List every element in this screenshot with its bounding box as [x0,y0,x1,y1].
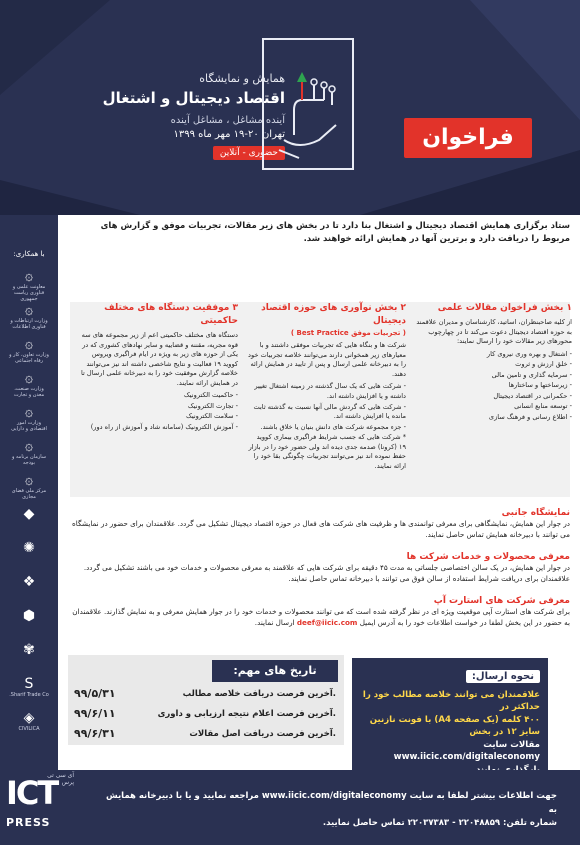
emblem-icon: ۞ [24,472,34,488]
column-title: ۳ موفقیت دستگاه های مختلف حاکمیتی [104,303,238,327]
header [0,0,580,215]
date-label: .آخرین فرصت دریافت خلاصه مطالب [182,689,336,699]
topic-list [414,350,572,423]
section-text: در جوار این همایش، در یک سالن اختصاصی جلساتی به مدت ۴۵ دقیقه برای شرکت هایی که علاقمند به معرفی محصولات و خدمات خود می باشند تشکیل می گردد. علاقمندان برای دریافت شرایط استفاده از سالن فوق می توانند با دبیرخانه تماس حاصل نمایند. [83,563,570,583]
partner-name: سازمان برنامه و بودجه [11,454,47,466]
list-item: - جزء مجموعه شرکت های دانش بنیان یا خلاق باشند. [260,422,406,431]
section-title: معرفی محصولات و خدمات شرکت ها [406,552,570,562]
list-item: - سرمایه گذاری و تامین مالی [491,370,572,379]
section-startups [70,596,570,629]
circuit-hand-icon [264,40,356,172]
column-scientific-papers [414,302,572,424]
partner-logo [8,676,50,698]
column-government-success [80,302,238,434]
partner-logo [8,506,50,522]
section-title: معرفی شرکت های استارت آپ [433,596,570,606]
partner-logo [8,710,50,732]
partner-logo [8,540,50,556]
emblem-icon: ◆ [23,506,35,522]
partner-logo [8,472,50,500]
date-value: ۹۹/۶/۱۱ [74,707,116,720]
emblem-icon: ❖ [22,574,36,590]
submission-box [352,658,548,770]
emblem-icon: ۞ [24,302,34,318]
section-exhibition [70,508,570,541]
list-item: * شرکت هایی که جسب شرایط فراگیری بیماری کووید ۱۹ (کرونا) صدمه جدی دیده اند ولی حضور خود را در بازار حفظ نموده اند نیز می‌توانند تجربیات چگونگی بقا خود را ارائه نمایند. [248,433,406,470]
partner-logo [8,438,50,466]
partner-logo [8,574,50,590]
event-date: تهران ۲۰-۱۹ مهر ماه ۱۳۹۹ [173,129,285,140]
partner-logo [8,268,50,302]
important-dates-title: تاریخ های مهم: [212,660,338,682]
partner-logo [8,302,50,330]
partner-logo [8,336,50,364]
list-item: - شرکت هایی که گردش مالی آنها نسبت به گذشته ثابت مانده یا افزایش داشته اند. [253,402,406,421]
column-description: دستگاه های مختلف حاکمیتی اعم از زیر مجموعه های سه قوه مجریه، مقننه و قضاییه و سایر نهادهای کشوری که در یکی از حوزه های زیر به ویژه در ایام فراگیری ویروس کووید ۱۹ فعالیت و نتایج شاخصی داشته اند نیز می‌توانند خلاصه گزارش موفقیت خود را به دبیرخانه علمی ارسال تا در همایش ارائه نمایند. [80,331,238,387]
section-title: نمایشگاه جانبی [501,508,570,518]
list-item: - سلامت الکترونیک [185,412,238,421]
list-item: - تجارت الکترونیک [187,401,238,410]
section-products-services [70,552,570,585]
submission-title: نحوه ارسال: [466,670,540,683]
column-description: شرکت ها و بنگاه هایی که تجربیات موفقی داشتند و با معیارهای زیر همخوانی دارند می‌توانند خلاصه تجربیات خود را به دبیرخانه علمی ارسال و پس از تایید در همایش ارائه دهند. [248,341,406,378]
event-logo [262,38,354,170]
event-info [95,72,285,160]
emblem-icon: S [24,676,34,692]
partners-title: با همکاری: [13,250,45,258]
list-item: - اطلاع رسانی و فرهنگ سازی [488,412,572,421]
event-tagline: آینده مشاغل ، مشاغل آینده [170,115,285,126]
intro-paragraph: ستاد برگزاری همایش اقتصاد دیجیتال و اشتغال بنا دارد تا در بخش های زیر مقالات، تجربیات موفق و گزارش های مربوط را دریافت دارد و برترین آنها در همایش ارائه خواهند شد. [100,221,570,245]
emblem-icon: ✺ [23,540,35,556]
emblem-icon: ۞ [24,438,34,454]
date-row [74,727,336,745]
emblem-icon: ⬢ [22,608,36,624]
list-item: - توسعه منابع انسانی [514,402,572,411]
footer-contact: جهت اطلاعات بیشتر لطفا به سایت www.iicic.com/digitaleconomy مراجعه نمایید و یا با دبیرخانه همایش به شماره تلفن: ۲۲۰۴۸۸۵۹ - ۲۲۰۳۷۳۸۳ تماس حاصل نمایید. [105,791,557,829]
partner-logo [8,642,50,658]
list-item: - آموزش الکترونیک (سامانه شاد و آموزش از راه دور) [90,423,238,432]
date-label: .آخرین فرصت اعلام نتیجه ارزیابی و داوری [157,709,336,719]
emblem-icon: ◈ [23,710,35,726]
event-title: اقتصاد دیجیتال و اشتغال [102,89,285,107]
column-innovations [248,302,406,472]
email-link[interactable]: deef@iicic.com [296,617,358,627]
emblem-icon: ✾ [23,642,35,658]
emblem-icon: ۞ [24,336,34,352]
partner-name: CIVILICA [18,726,40,732]
event-subtitle: همایش و نمایشگاه [199,72,285,85]
date-row [74,707,336,725]
emblem-icon: ۞ [24,370,34,386]
list-item: - حکمرانی در اقتصاد دیجیتال [493,391,572,400]
column-title: ۱ بخش فراخوان مقالات علمی [437,303,572,313]
partner-logo [8,370,50,398]
date-row [74,687,336,705]
ict-press-logo: ICT PRESS آی سی تی پرس [6,772,74,829]
website-link[interactable]: www.iicic.com/digitaleconomy [393,752,540,763]
domain-list [80,391,238,432]
column-description: از کلیه صاحبنظران، اساتید، کارشناسان و مدیران علاقمند به حوزه اقتصاد دیجیتال دعوت می‌کند تا در چهارچوب محورهای زیر مقالات خود را ارسال نمایند: [416,318,572,346]
column-title: ۲ بخش نوآوری های حوزه اقتصاد دیجیتال ( تجربیات موفق Best Practice ) [261,303,406,338]
emblem-icon: ۞ [24,404,34,420]
list-item: - خلق ارزش و ثروت [515,360,572,369]
date-label: .آخرین فرصت دریافت اصل مقالات [189,729,336,739]
date-value: ۹۹/۵/۳۱ [74,687,116,700]
event-format-badge: حضوری - آنلاین [213,146,285,160]
partner-name: وزارت امور اقتصادی و دارایی [11,420,47,432]
partner-name: Sharif Trade Co. [9,692,49,698]
partner-name: معاونت علمی و فناوری ریاست جمهوری [12,284,46,302]
partner-logo [8,404,50,432]
partner-name: وزارت تعاون، کار و رفاه اجتماعی [9,352,49,364]
emblem-icon: ۞ [24,268,34,284]
list-item: - شرکت هایی که یک سال گذشته در زمینه اشتغال تغییر داشته و یا افزایش داشته اند. [254,382,406,400]
section-text: برای شرکت های استارت آپی موقعیت ویژه ای در نظر گرفته شده است که می توانند محصولات و خدمات خود را در جوار همایش معرفی و به نمایش گذارند. علاقمندان به حضور در این بخش لطفا در خواست اطلاعات خود را به آدرس ایمیل deef@iicic.com ارسال نمایند. [72,607,570,627]
list-item: - حاکمیت الکترونیک [183,391,238,400]
partner-name: وزارت ارتباطات و فناوری اطلاعات [10,318,48,330]
list-item: - زیرساختها و ساختارها [508,381,572,390]
submission-text: علاقمندان می توانند خلاصه مطالب خود را حداکثر در ۴۰۰ کلمه (یک صفحه A4) با فونت نازنین سایز ۱۲ در بخش مقالات سایت www.iicic.com/digitaleconomy [360,689,540,776]
list-item: - اشتغال و بهره وری نیروی کار [486,349,572,358]
section-text: در جوار این همایش، نمایشگاهی برای معرفی توانمندی ها و ظرفیت های شرکت های فعال در حوزه اقتصاد دیجیتال تشکیل می گردد. علاقمندان برای حضور در نمایشگاه می توانند با دبیرخانه همایش تماس حاصل نمایند. [72,519,570,539]
partner-name: وزارت صنعت، معدن و تجارت [13,386,45,398]
criteria-list [248,382,406,471]
call-for-papers-banner: فراخوان [404,118,532,158]
date-value: ۹۹/۶/۳۱ [74,727,116,740]
partner-name: مرکز ملی فضای مجازی [11,488,47,500]
partner-logo [8,608,50,624]
